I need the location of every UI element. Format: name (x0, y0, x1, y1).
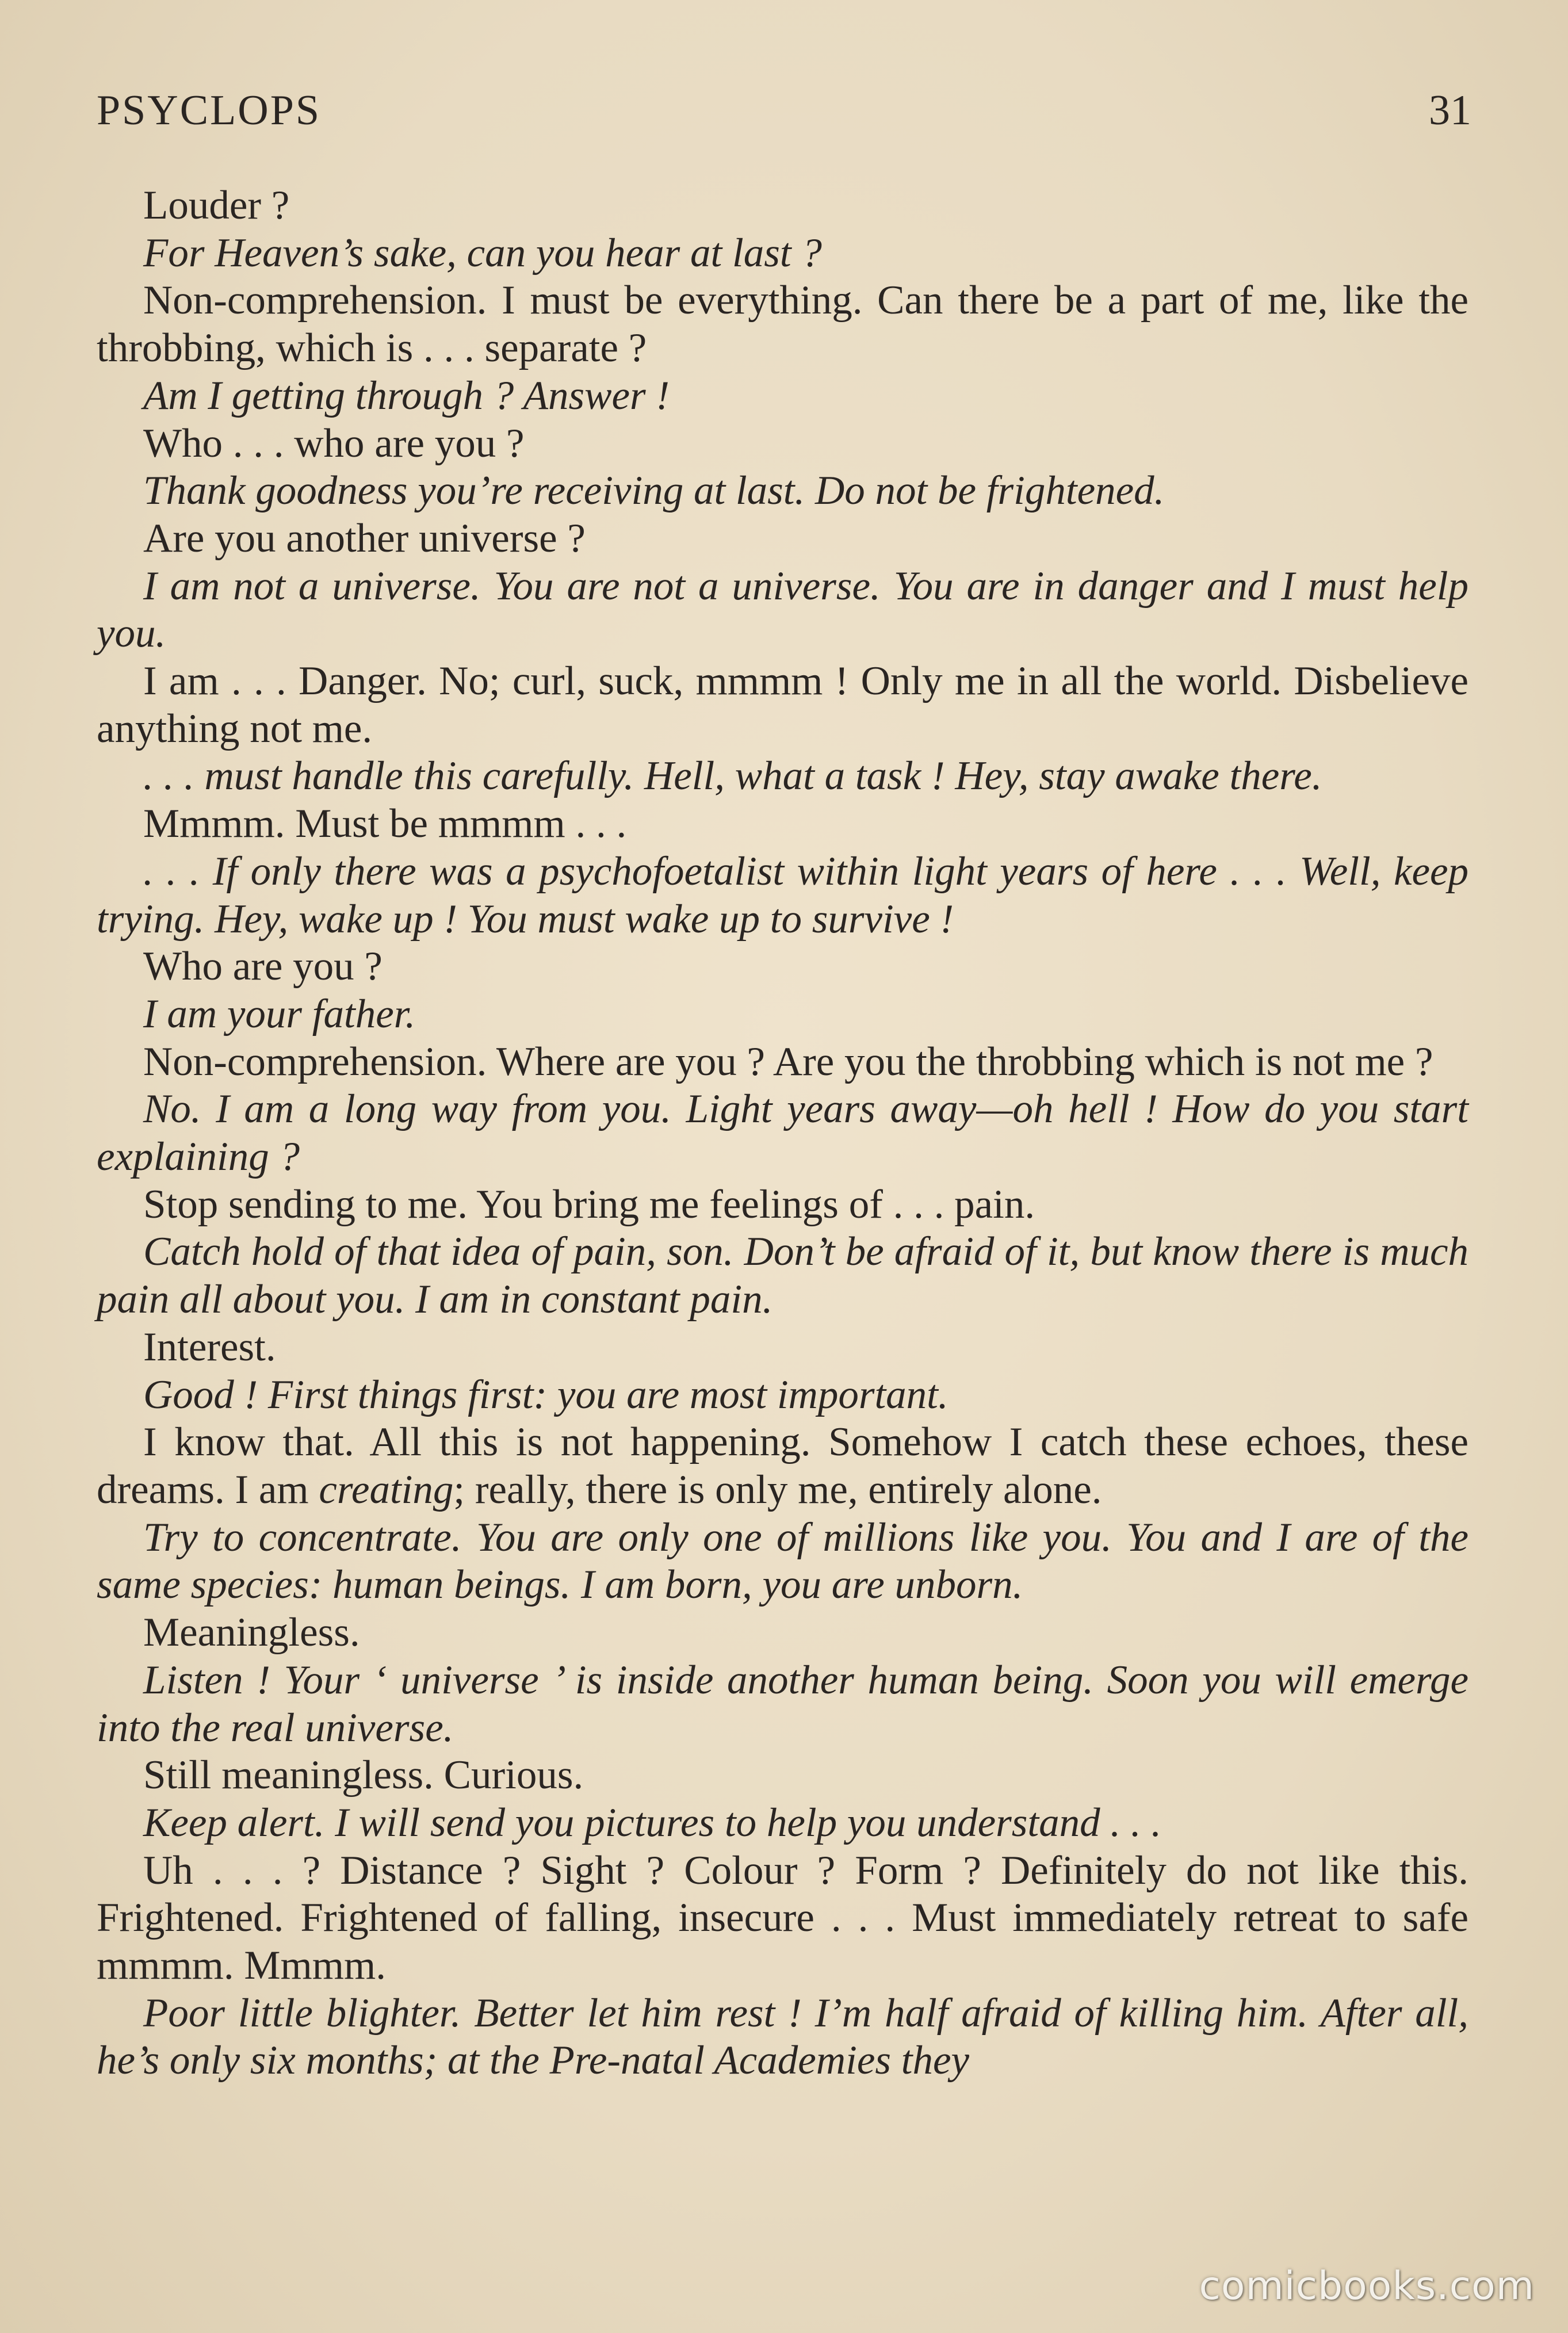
paragraph: Interest. (143, 1324, 276, 1370)
paragraph: Meaningless. (143, 1610, 360, 1655)
paragraph-italic: Try to concentrate. You are only one of millions like you. You and I are of the same species: human beings. I am born, you are unborn. (97, 1514, 1468, 1608)
site-watermark: comicbooks.com (1199, 2263, 1535, 2309)
text-run: I know that. All this is not happening. Somehow I catch these echoes, these dreams. I am (97, 1420, 1468, 1512)
paragraph: Are you another universe ? (143, 515, 586, 561)
page-header (97, 86, 1471, 144)
paragraph-italic: Keep alert. I will send you pictures to help you understand . . . (143, 1800, 1162, 1845)
paragraph: Mmmm. Must be mmmm . . . (143, 801, 627, 847)
paragraph: Who are you ? (143, 944, 383, 989)
paragraph-italic: Catch hold of that idea of pain, son. Don’t be afraid of it, but know there is much pain all about you. I am in constant pain. (97, 1229, 1468, 1322)
paragraph: Uh . . . ? Distance ? Sight ? Colour ? Form ? Definitely do not like this. Frightened. Frightened of falling, insecure . . . Must immediately retreat to safe mmmm. Mmmm. (97, 1848, 1468, 1988)
body-text (97, 182, 1468, 2085)
paragraph-italic: Good ! First things first: you are most important. (143, 1372, 949, 1417)
paragraph-italic: . . . If only there was a psychofoetalist within light years of here . . . Well, keep trying. Hey, wake up ! You must wake up to survive ! (97, 848, 1468, 942)
paragraph-italic: Poor little blighter. Better let him rest ! I’m half afraid of killing him. After all, he’s only six months; at the Pre-natal Academies they (97, 1990, 1468, 2083)
paragraph-italic: I am not a universe. You are not a universe. You are in danger and I must help you. (97, 563, 1468, 656)
paragraph: Louder ? (143, 183, 290, 228)
paragraph-italic: For Heaven’s sake, can you hear at last ? (143, 230, 822, 276)
paragraph-italic: No. I am a long way from you. Light years away—oh hell ! How do you start explaining ? (97, 1087, 1468, 1180)
paragraph-italic: I am your father. (143, 991, 416, 1037)
paragraph-italic: Am I getting through ? Answer ! (143, 373, 670, 418)
emphasis-run: creating (319, 1467, 454, 1512)
paragraph: I am . . . Danger. No; curl, suck, mmmm ! Only me in all the world. Disbelieve anything not me. (97, 659, 1468, 751)
running-title: PSYCLOPS (97, 87, 322, 134)
paragraph: Stop sending to me. You bring me feelings of . . . pain. (143, 1181, 1035, 1227)
text-run: ; really, there is only me, entirely alone. (453, 1467, 1102, 1512)
paragraph: Non-comprehension. I must be everything. Can there be a part of me, like the throbbing, which is . . . separate ? (97, 278, 1468, 371)
paragraph-italic: . . . must handle this carefully. Hell, what a task ! Hey, stay awake there. (143, 754, 1322, 799)
paragraph: Non-comprehension. Where are you ? Are you the throbbing which is not me ? (143, 1039, 1433, 1084)
paragraph: Who . . . who are you ? (143, 420, 525, 466)
page-number: 31 (1429, 87, 1471, 134)
paragraph-italic: Thank goodness you’re receiving at last. Do not be frightened. (143, 468, 1165, 514)
paragraph-italic: Listen ! Your ‘ universe ’ is inside another human being. Soon you will emerge into the real universe. (97, 1657, 1468, 1750)
paragraph: Still meaningless. Curious. (143, 1753, 584, 1798)
paragraph (97, 1418, 1468, 1513)
